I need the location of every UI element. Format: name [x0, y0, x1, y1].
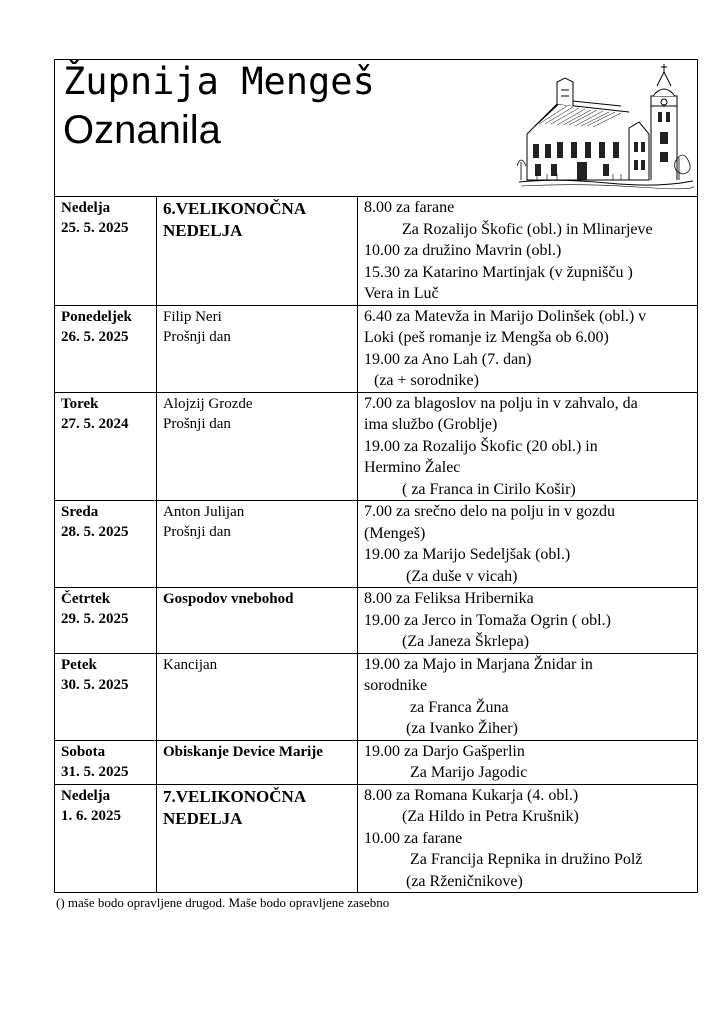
day-name: Četrtek: [61, 591, 111, 607]
day-cell: [55, 740, 157, 784]
mass-cell: [358, 305, 698, 392]
mass-intention: ( za Franca in Cirilo Košir): [402, 480, 576, 498]
mass-intention: 19.00 za Ano Lah (7. dan): [364, 350, 532, 368]
mass-cell: [358, 588, 698, 654]
mass-intention: (Za Hildo in Petra Krušnik): [402, 808, 579, 825]
footnote: () maše bodo opravljene drugod. Maše bodo opravljene zasebno: [56, 895, 390, 910]
day-name: Ponedeljek: [61, 308, 132, 325]
mass-intention: 8.00 za Feliksa Hribernika: [364, 590, 534, 607]
feast-line: 7.VELIKONOČNA: [163, 786, 307, 806]
mass-intention: 7.00 za srečno delo na polju in v gozdu: [364, 503, 616, 520]
feast-cell: [157, 501, 358, 588]
mass-intention: (Za duše v vicah): [406, 567, 518, 585]
parish-title: Župnija Mengeš: [63, 60, 375, 103]
feast-cell: [157, 392, 358, 501]
feast-line: Prošnji dan: [163, 524, 231, 540]
mass-intention: (Mengeš): [364, 524, 426, 542]
mass-intention: sorodnike: [364, 677, 428, 694]
day-name: Sobota: [61, 743, 106, 760]
day-date: 31. 5. 2025: [61, 763, 129, 780]
day-cell: [55, 588, 157, 654]
mass-intention: 8.00 za Romana Kukarja (4. obl.): [364, 786, 579, 804]
feast-line: NEDELJA: [163, 808, 243, 828]
mass-intention: za Franca Žuna: [410, 698, 509, 716]
feast-line: Kancijan: [163, 656, 218, 673]
announcements-title: Oznanila: [63, 108, 221, 152]
feast-cell: [157, 305, 358, 392]
mass-intention: Loki (peš romanje iz Mengša ob 6.00): [364, 329, 609, 346]
feast-cell: [157, 588, 358, 654]
table-row: [55, 653, 698, 740]
mass-intention: Vera in Luč: [364, 285, 439, 302]
mass-intention: 10.00 za družino Mavrin (obl.): [364, 242, 562, 259]
feast-cell: [157, 197, 358, 306]
mass-cell: [358, 784, 698, 893]
mass-intention: Za Marijo Jagodic: [410, 764, 528, 781]
mass-intention: 10.00 za farane: [364, 829, 463, 847]
day-date: 27. 5. 2024: [61, 415, 129, 432]
mass-intention: 6.40 za Matevža in Marijo Dolinšek (obl.) v: [364, 307, 647, 325]
mass-cell: [358, 653, 698, 740]
table-row: [55, 588, 698, 654]
day-date: 26. 5. 2025: [61, 328, 129, 345]
mass-intention: (za + sorodnike): [374, 372, 479, 389]
day-date: 30. 5. 2025: [61, 676, 129, 693]
day-name: Nedelja: [61, 200, 111, 216]
mass-intention: 19.00 za Rozalijo Škofic (20 obl.) in: [364, 437, 598, 455]
feast-line: Prošnji dan: [163, 415, 231, 432]
schedule-table: [54, 196, 698, 893]
header: [54, 59, 698, 196]
feast-line: Obiskanje Device Marije: [163, 743, 323, 760]
mass-intention: 15.30 za Katarino Martinjak (v župnišču ): [364, 263, 633, 281]
day-cell: [55, 197, 157, 306]
table-row: [55, 392, 698, 501]
feast-cell: [157, 653, 358, 740]
mass-cell: [358, 392, 698, 501]
feast-line: Anton Julijan: [163, 504, 245, 520]
feast-line: Prošnji dan: [163, 328, 231, 345]
day-name: Torek: [61, 395, 99, 412]
day-date: 1. 6. 2025: [61, 807, 121, 824]
mass-intention: Za Francija Repnika in družino Polž: [410, 851, 643, 868]
table-row: [55, 740, 698, 784]
feast-line: Alojzij Grozde: [163, 395, 253, 412]
church-illustration: [517, 62, 695, 190]
table-row: [55, 305, 698, 392]
day-cell: [55, 784, 157, 893]
day-cell: [55, 501, 157, 588]
table-row: [55, 197, 698, 306]
day-date: 29. 5. 2025: [61, 611, 129, 627]
mass-intention: 19.00 za Darjo Gašperlin: [364, 742, 525, 760]
mass-intention: (Za Janeza Škrlepa): [402, 633, 530, 650]
mass-intention: 19.00 za Jerco in Tomaža Ogrin ( obl.): [364, 611, 611, 629]
mass-intention: (za Rženičnikove): [406, 872, 523, 890]
day-cell: [55, 392, 157, 501]
mass-intention: ima službo (Groblje): [364, 416, 498, 433]
day-cell: [55, 653, 157, 740]
day-name: Sreda: [61, 504, 99, 520]
table-row: [55, 501, 698, 588]
day-cell: [55, 305, 157, 392]
feast-cell: [157, 784, 358, 893]
mass-cell: [358, 740, 698, 784]
mass-cell: [358, 197, 698, 306]
feast-cell: [157, 740, 358, 784]
mass-intention: Za Rozalijo Škofic (obl.) in Mlinarjeve: [402, 220, 653, 238]
mass-intention: 19.00 za Marijo Sedeljšak (obl.): [364, 546, 571, 563]
day-date: 28. 5. 2025: [61, 524, 129, 540]
mass-intention: Hermino Žalec: [364, 459, 461, 476]
mass-intention: 8.00 za farane: [364, 199, 455, 216]
announcements-document: [54, 59, 698, 911]
feast-line: Filip Neri: [163, 308, 222, 325]
mass-intention: (za Ivanko Žiher): [406, 720, 518, 737]
day-name: Nedelja: [61, 787, 111, 804]
day-name: Petek: [61, 656, 97, 673]
mass-intention: 19.00 za Majo in Marjana Žnidar in: [364, 655, 593, 673]
day-date: 25. 5. 2025: [61, 220, 129, 236]
feast-line: NEDELJA: [163, 221, 243, 240]
table-row: [55, 784, 698, 893]
mass-intention: 7.00 za blagoslov na polju in v zahvalo, da: [364, 394, 638, 412]
feast-line: 6.VELIKONOČNA: [163, 199, 307, 218]
mass-cell: [358, 501, 698, 588]
feast-line: Gospodov vnebohod: [163, 591, 294, 607]
